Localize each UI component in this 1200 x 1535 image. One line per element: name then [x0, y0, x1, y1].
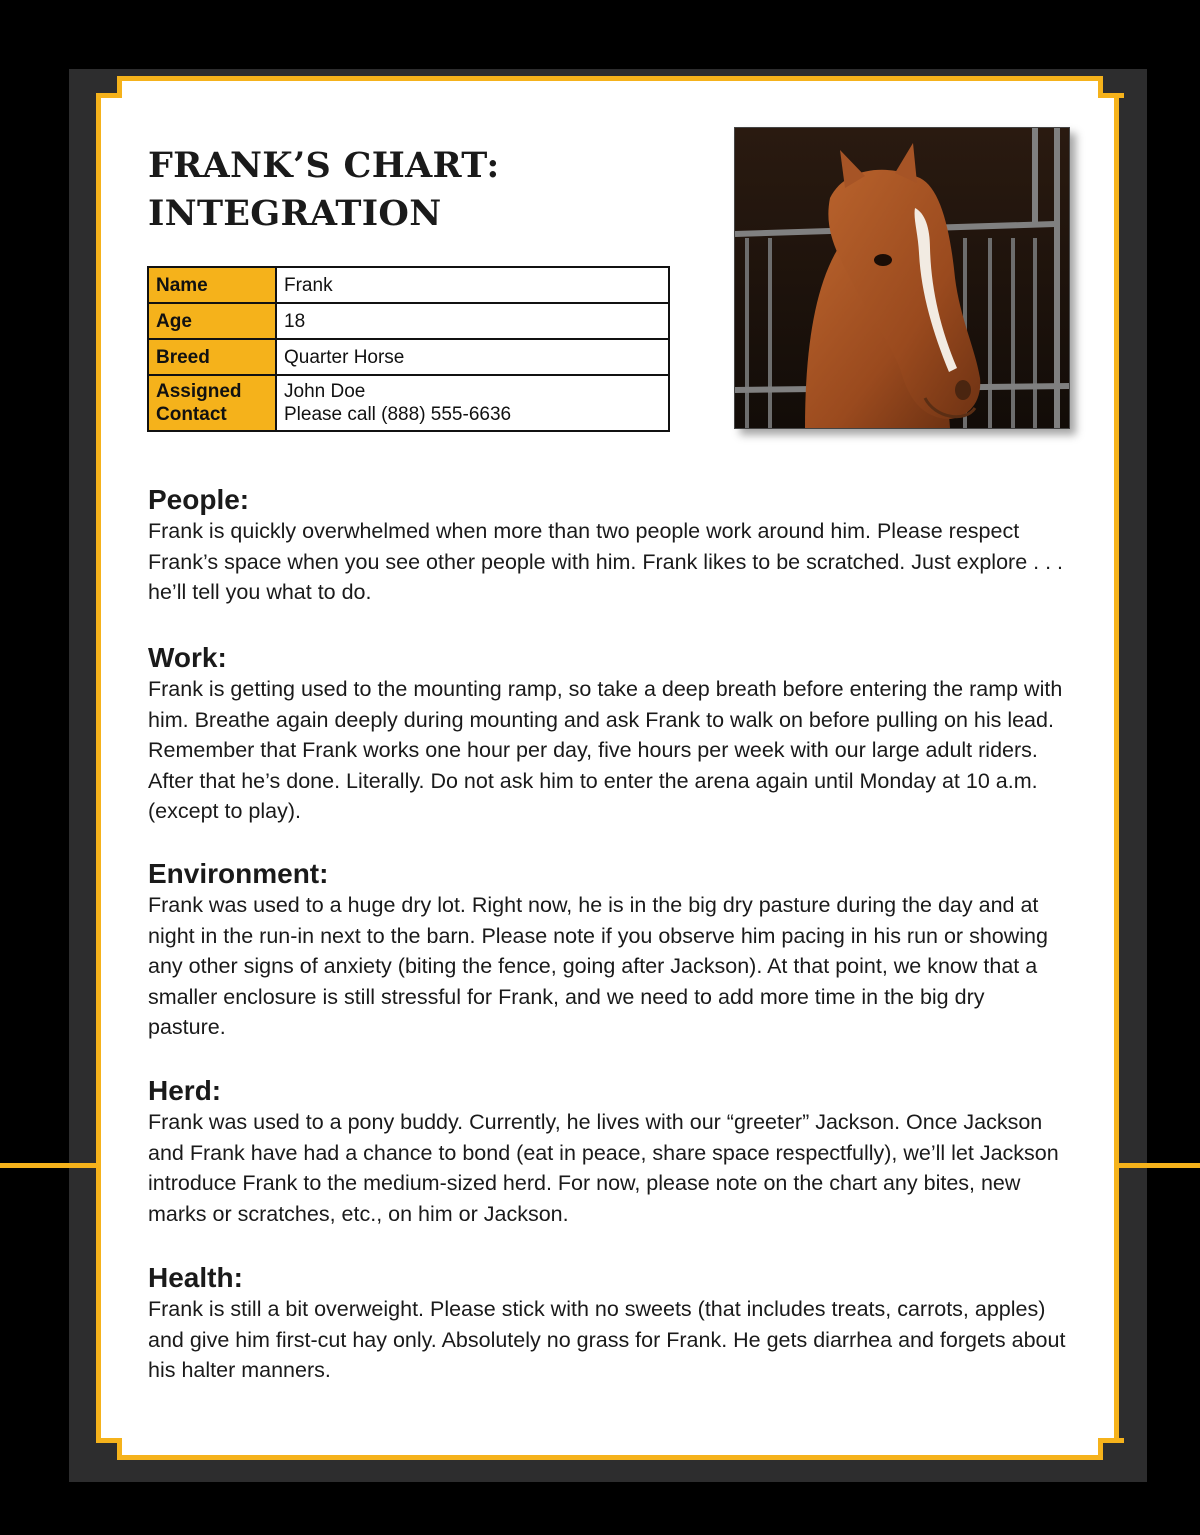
title-line-1: FRANK’S CHART: — [148, 145, 500, 186]
contact-label-line-2: Contact — [156, 404, 227, 425]
work-heading: Work: — [148, 642, 227, 673]
environment-heading: Environment: — [148, 858, 329, 889]
age-value: 18 — [276, 303, 669, 339]
breed-value: Quarter Horse — [276, 339, 669, 375]
corner-notch — [96, 76, 122, 98]
corner-notch — [1098, 1438, 1124, 1460]
corner-notch — [1098, 76, 1124, 98]
contact-name: John Doe — [284, 381, 366, 402]
contact-label-line-1: Assigned — [156, 381, 242, 402]
work-body: Frank is getting used to the mounting ramp, so take a deep breath before entering the ramp with him. Breathe again deeply during mounting and ask Frank to walk on before pulling on his lead. Remember that Frank works one hour per day, five hours per week with our large adult riders. After that he’s done. Literally. Do not ask him to enter the arena again until Monday at 10 a.m. (except to play). — [148, 677, 1063, 823]
section-people — [148, 484, 1068, 608]
health-heading: Health: — [148, 1262, 243, 1293]
people-heading: People: — [148, 484, 250, 515]
name-value: Frank — [276, 267, 669, 303]
herd-heading: Herd: — [148, 1075, 222, 1106]
info-row-name — [148, 267, 669, 303]
section-environment — [148, 858, 1068, 1043]
title-line-2: INTEGRATION — [148, 193, 442, 234]
herd-body: Frank was used to a pony buddy. Currently, he lives with our “greeter” Jackson. Once Jackson and Frank have had a chance to bond (eat in peace, share space respectfully), we’ll let Jackson introduce Frank to the medium-sized herd. For now, please note on the chart any bites, new marks or scratches, etc., on him or Jackson. — [148, 1110, 1059, 1226]
contact-value — [276, 375, 669, 431]
horse-photo — [734, 127, 1070, 429]
contact-label — [148, 375, 276, 431]
page-title — [148, 142, 688, 238]
info-row-breed — [148, 339, 669, 375]
section-herd — [148, 1075, 1068, 1229]
contact-phone: Please call (888) 555-6636 — [284, 404, 512, 425]
environment-body: Frank was used to a huge dry lot. Right now, he is in the big dry pasture during the day and at night in the run-in next to the barn. Please note if you observe him pacing in his run or showing any other signs of anxiety (biting the fence, going after Jackson). At that point, we know that a smaller enclosure is still stressful for Frank, and we need to add more time in the big dry pasture. — [148, 893, 1048, 1039]
age-label: Age — [148, 303, 276, 339]
name-label: Name — [148, 267, 276, 303]
section-work — [148, 642, 1068, 827]
info-row-contact — [148, 375, 669, 431]
breed-label: Breed — [148, 339, 276, 375]
people-body: Frank is quickly overwhelmed when more than two people work around him. Please respect Frank’s space when you see other people with him. Frank likes to be scratched. Just explore . . . he’ll tell you what to do. — [148, 519, 1063, 604]
info-row-age — [148, 303, 669, 339]
section-health — [148, 1262, 1068, 1386]
info-table — [147, 266, 670, 432]
corner-notch — [96, 1438, 122, 1460]
health-body: Frank is still a bit overweight. Please stick with no sweets (that includes treats, carrots, apples) and give him first-cut hay only. Absolutely no grass for Frank. He gets diarrhea and forgets about his halter manners. — [148, 1297, 1066, 1382]
